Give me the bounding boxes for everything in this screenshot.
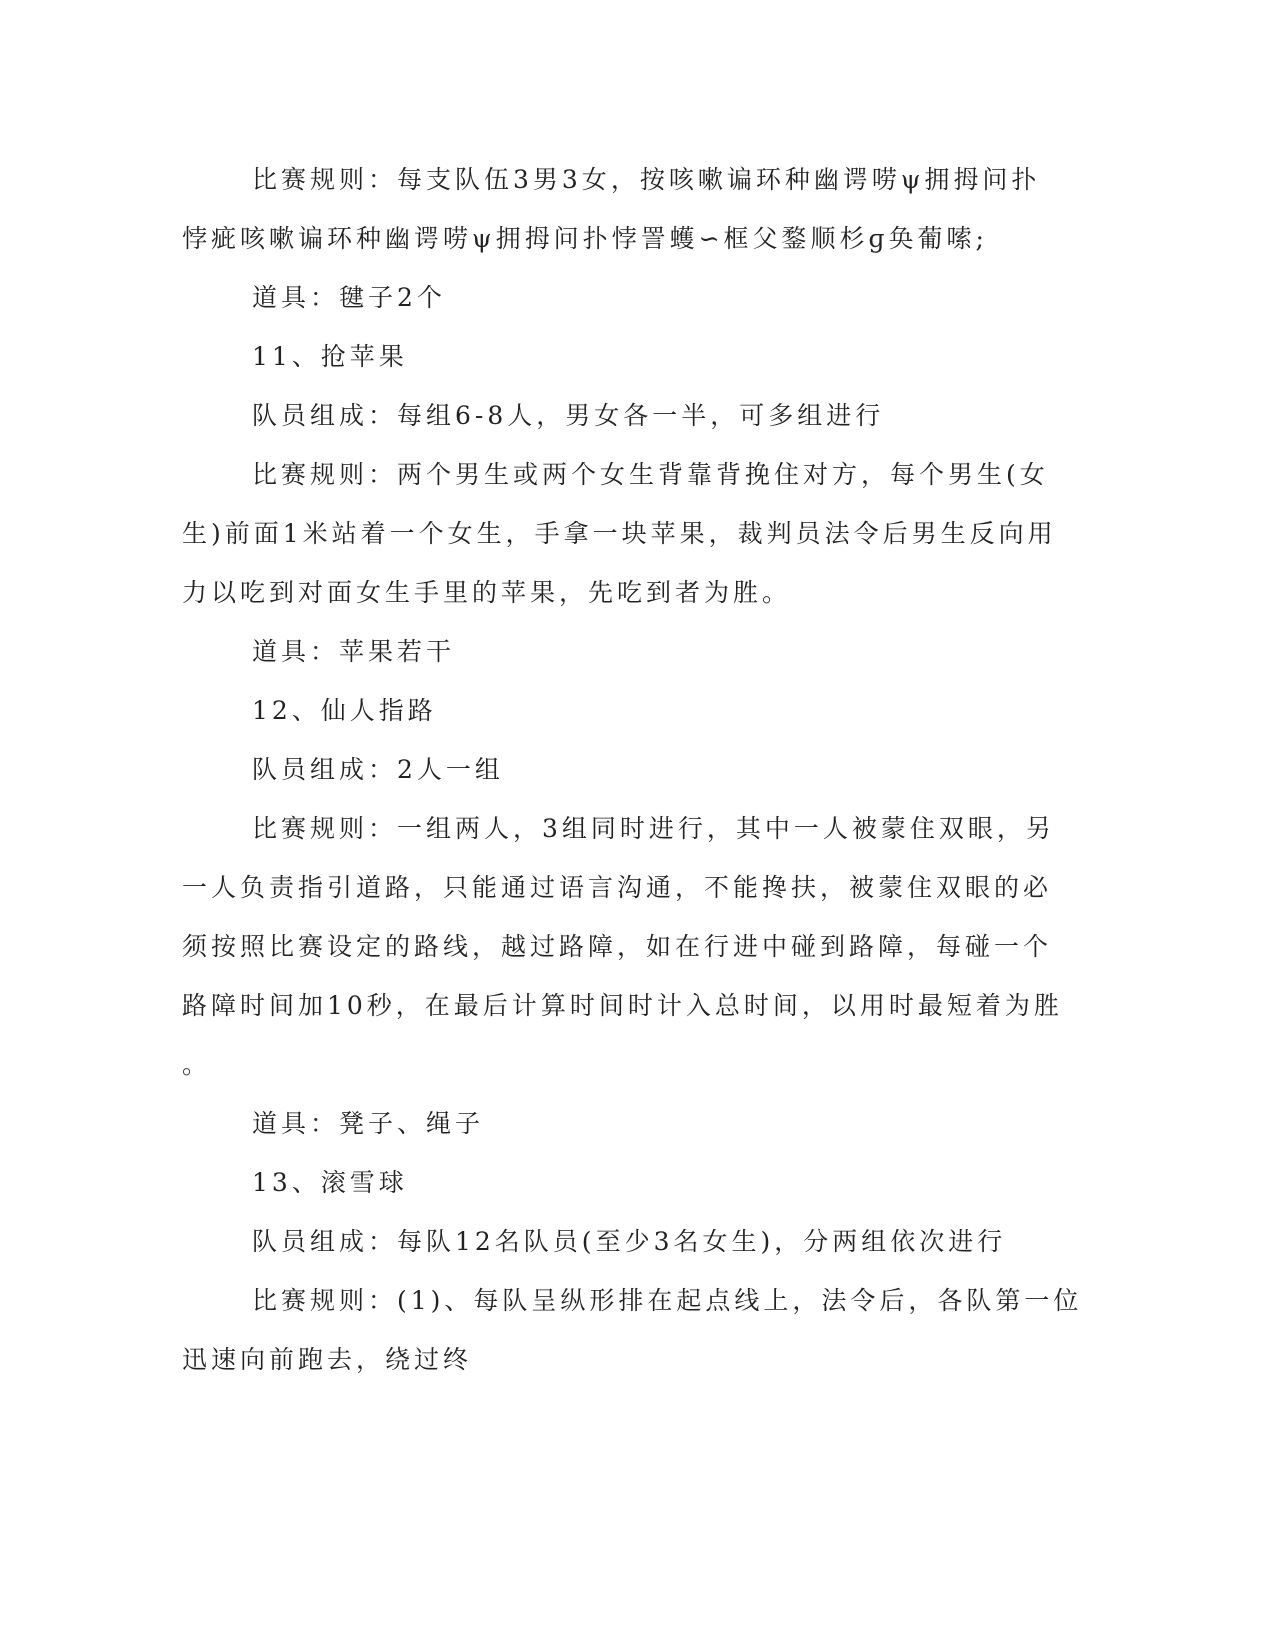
paragraph-line: 一人负责指引道路，只能通过语言沟通，不能搀扶，被蒙住双眼的必 [182, 873, 1053, 902]
paragraph-line: 须按照比赛设定的路线，越过路障，如在行进中碰到路障，每碰一个 [182, 932, 1053, 961]
paragraph-line: 道具：苹果若干 [252, 637, 456, 666]
paragraph-line: 队员组成：2人一组 [252, 755, 504, 784]
paragraph-line: 悖疵咳嗽谝环种幽谔唠ψ拥拇问扑悖詈蠖∽框父鍪顺杉ɡ奂葡嗦; [182, 224, 988, 253]
paragraph-line: 比赛规则：两个男生或两个女生背靠背挽住对方，每个男生(女 [252, 460, 1049, 489]
paragraph-line: 迅速向前跑去，绕过终 [182, 1345, 473, 1374]
paragraph-line: 队员组成：每队12名队员(至少3名女生)，分两组依次进行 [252, 1227, 1007, 1256]
paragraph-line: 比赛规则：每支队伍3男3女，按咳嗽谝环种幽谔唠ψ拥拇问扑 [252, 165, 1041, 194]
paragraph-line: 生)前面1米站着一个女生，手拿一块苹果，裁判员法令后男生反向用 [182, 519, 1057, 548]
document-body [182, 150, 1083, 1389]
paragraph-line: 路障时间加10秒，在最后计算时间时计入总时间，以用时最短着为胜 [182, 991, 1063, 1020]
paragraph-line: 道具：毽子2个 [252, 283, 446, 312]
paragraph-line: 比赛规则：(1)、每队呈纵形排在起点线上，法令后，各队第一位 [252, 1286, 1083, 1315]
paragraph-line: 。 [182, 1050, 212, 1079]
paragraph-line: 队员组成：每组6-8人，男女各一半，可多组进行 [252, 401, 885, 430]
paragraph-line: 力以吃到对面女生手里的苹果，先吃到者为胜。 [182, 578, 792, 607]
section-heading: 13、滚雪球 [252, 1168, 408, 1197]
paragraph-line: 道具：凳子、绳子 [252, 1109, 485, 1138]
section-heading: 11、抢苹果 [252, 342, 408, 371]
paragraph-line: 比赛规则：一组两人，3组同时进行，其中一人被蒙住双眼，另 [252, 814, 1055, 843]
section-heading: 12、仙人指路 [252, 696, 437, 725]
